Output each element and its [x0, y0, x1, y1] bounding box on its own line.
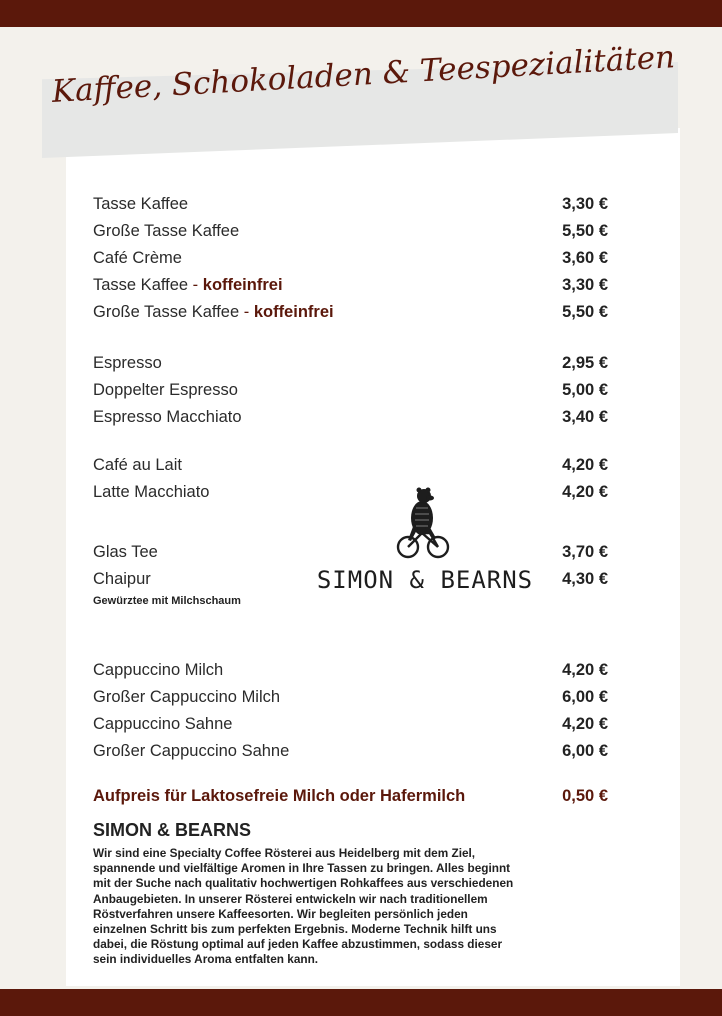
about-line: sein individuelles Aroma entfalten kann. [93, 952, 319, 967]
about-title: SIMON & BEARNS [93, 820, 252, 840]
menu-item [93, 191, 608, 218]
about-text [93, 846, 573, 968]
item-price: 4,20 € [562, 661, 608, 679]
item-name: Doppelter Espresso [93, 381, 238, 399]
item-price: 4,20 € [562, 715, 608, 733]
surcharge-row [93, 787, 608, 811]
menu-group-2 [93, 350, 608, 431]
brand-logo [310, 486, 540, 601]
item-price: 2,95 € [562, 354, 608, 372]
item-name: Café Crème [93, 249, 182, 267]
menu-item [93, 350, 608, 377]
item-note: Gewürztee mit Milchschaum [93, 595, 241, 607]
item-price: 3,30 € [562, 195, 608, 213]
item-suffix: koffeinfrei [202, 276, 283, 294]
item-name: Espresso Macchiato [93, 408, 242, 426]
item-name: Große Tasse Kaffee [93, 303, 240, 321]
item-price: 4,20 € [562, 483, 608, 501]
menu-title: Kaffee, Schokoladen & Teespezialitäten [50, 39, 676, 110]
menu-item [93, 299, 608, 326]
top-bar [0, 0, 722, 27]
brand-logo-text: SIMON & BEARNS [316, 566, 534, 594]
menu-group-5 [93, 657, 608, 765]
item-name: Café au Lait [93, 456, 182, 474]
item-name: Glas Tee [93, 543, 158, 561]
item-price: 3,70 € [562, 543, 608, 561]
bear-on-bicycle-icon [310, 486, 540, 566]
item-price: 3,30 € [562, 276, 608, 294]
menu-item [93, 711, 608, 738]
about-line: Wir sind eine Specialty Coffee Rösterei aus Heidelberg mit dem Ziel, [93, 846, 476, 860]
menu-item [93, 404, 608, 431]
about-line: dabei, die Röstung optimal auf jeden Kaffee abzustimmen, sodass dieser [93, 937, 503, 952]
about-line: spannende und vielfältige Aromen in Ihre Tassen zu bringen. Alles beginnt [93, 861, 511, 876]
item-price: 5,50 € [562, 303, 608, 321]
item-price: 5,00 € [562, 381, 608, 399]
item-price: 5,50 € [562, 222, 608, 240]
bottom-bar [0, 989, 722, 1016]
item-suffix: koffeinfrei [253, 303, 334, 321]
item-name: Tasse Kaffee [93, 276, 189, 294]
item-name: Espresso [93, 354, 162, 372]
item-name: Großer Cappuccino Milch [93, 688, 281, 706]
item-name: Cappuccino Sahne [93, 715, 233, 733]
menu-item [93, 657, 608, 684]
item-suffix-separator: - [239, 303, 254, 321]
item-name: Cappuccino Milch [93, 661, 224, 679]
surcharge-label: Aufpreis für Laktosefreie Milch oder Hafermilch [93, 787, 466, 805]
menu-item [93, 738, 608, 765]
menu-item [93, 218, 608, 245]
menu-item [93, 377, 608, 404]
item-name: Tasse Kaffee [93, 195, 189, 213]
item-price: 4,30 € [562, 570, 608, 588]
about-line: mit der Suche nach qualitativ hochwertigen Rohkaffees aus verschiedenen [93, 876, 514, 891]
menu-group-1 [93, 191, 608, 326]
item-name: Großer Cappuccino Sahne [93, 742, 290, 760]
item-price: 6,00 € [562, 688, 608, 706]
item-name: Große Tasse Kaffee [93, 222, 240, 240]
item-suffix-separator: - [188, 276, 203, 294]
about-line: Anbaugebieten. In unserer Rösterei entwickeln wir nach traditionellem [93, 891, 488, 906]
item-name: Latte Macchiato [93, 483, 210, 501]
item-price: 3,60 € [562, 249, 608, 267]
about-line: Röstverfahren unsere Kaffeesorten. Wir begleiten persönlich jeden [93, 906, 468, 921]
menu-item [93, 452, 608, 479]
item-name: Chaipur [93, 570, 151, 588]
about-line: einzelnen Schritt bis zum perfekten Ergebnis. Moderne Technik hilft uns [93, 922, 497, 937]
menu-item [93, 684, 608, 711]
item-price: 4,20 € [562, 456, 608, 474]
item-price: 3,40 € [562, 408, 608, 426]
surcharge-price: 0,50 € [562, 787, 608, 805]
item-price: 6,00 € [562, 742, 608, 760]
menu-item [93, 272, 608, 299]
menu-item [93, 245, 608, 272]
